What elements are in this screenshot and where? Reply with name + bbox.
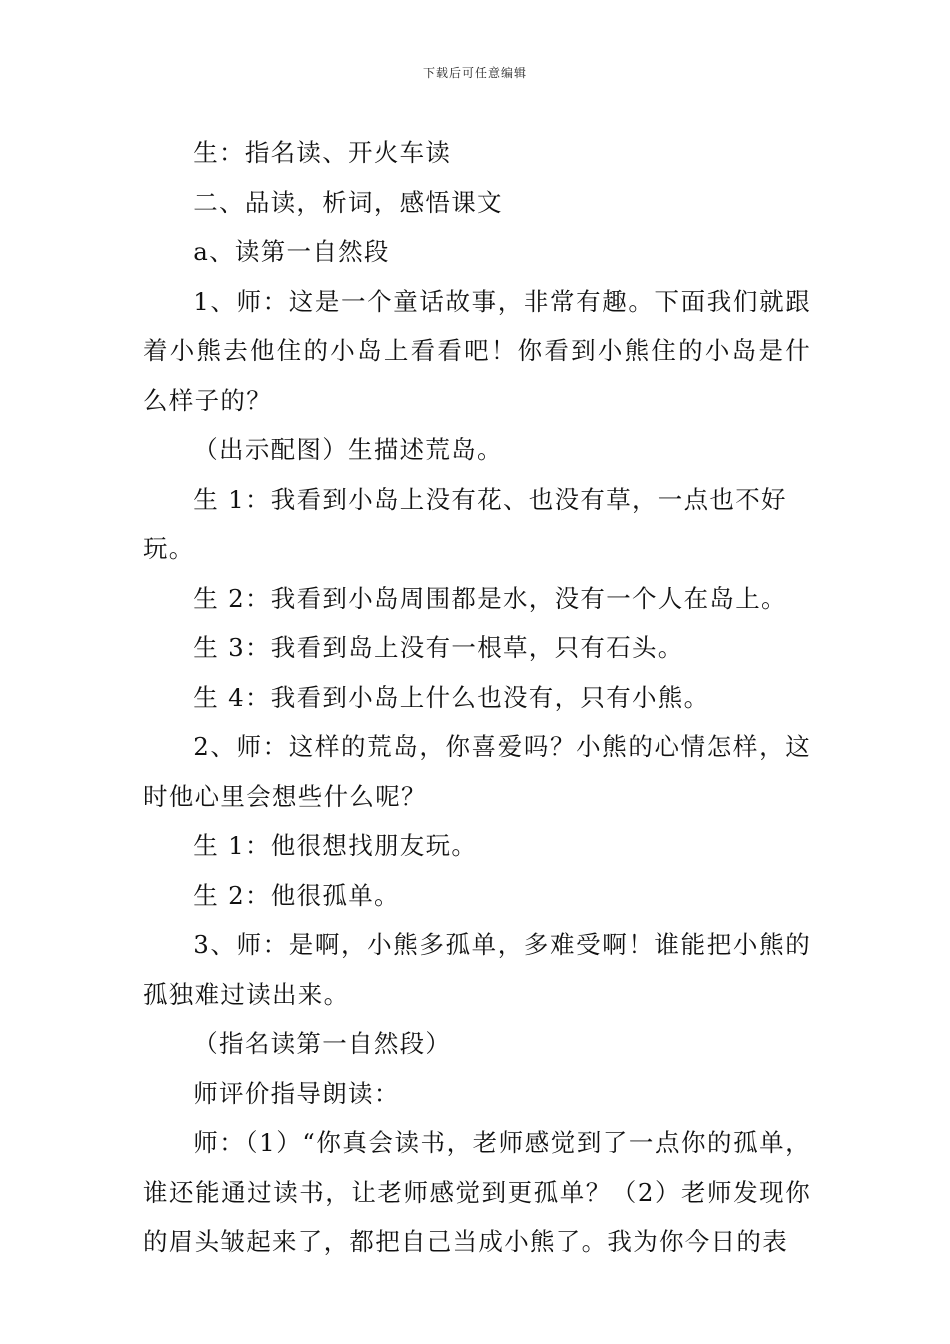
paragraph: 生 2：他很孤单。 [193, 880, 400, 910]
paragraph: 生 1：我看到小岛上没有花、也没有草，一点也不好玩。 [143, 484, 787, 563]
page-header-note: 下载后可任意编辑 [422, 66, 527, 80]
subsection-heading: a、读第一自然段 [193, 237, 390, 266]
paragraph: （指名读第一自然段） [193, 1029, 452, 1058]
document-body [143, 128, 811, 1267]
paragraph: 生：指名读、开火车读 [193, 138, 452, 167]
paragraph: 2、师：这样的荒岛，你喜爱吗？小熊的心情怎样，这时他心里会想些什么呢？ [143, 732, 811, 811]
paragraph: 师评价指导朗读： [193, 1078, 400, 1108]
paragraph: 生 2：我看到小岛周围都是水，没有一个人在岛上。 [193, 583, 787, 613]
paragraph: 1、师：这是一个童话故事，非常有趣。下面我们就跟着小熊去他住的小岛上看看吧！你看到小熊住的小岛是什么样子的？ [143, 286, 811, 415]
paragraph: 生 3：我看到岛上没有一根草，只有石头。 [193, 633, 684, 662]
paragraph: 师：（1）“你真会读书，老师感觉到了一点你的孤单，谁还能通过读书，让老师感觉到更孤单？（2）老师发现你的眉头皱起来了，都把自己当成小熊了。我为你今日的表 [143, 1128, 811, 1256]
paragraph: 生 1：他很想找朋友玩。 [193, 831, 478, 860]
paragraph: （出示配图）生描述荒岛。 [193, 435, 503, 464]
section-heading: 二、品读，析词，感悟课文 [193, 187, 503, 217]
paragraph: 3、师：是啊，小熊多孤单，多难受啊！谁能把小熊的孤独难过读出来。 [143, 930, 811, 1009]
paragraph: 生 4：我看到小岛上什么也没有，只有小熊。 [193, 682, 710, 712]
